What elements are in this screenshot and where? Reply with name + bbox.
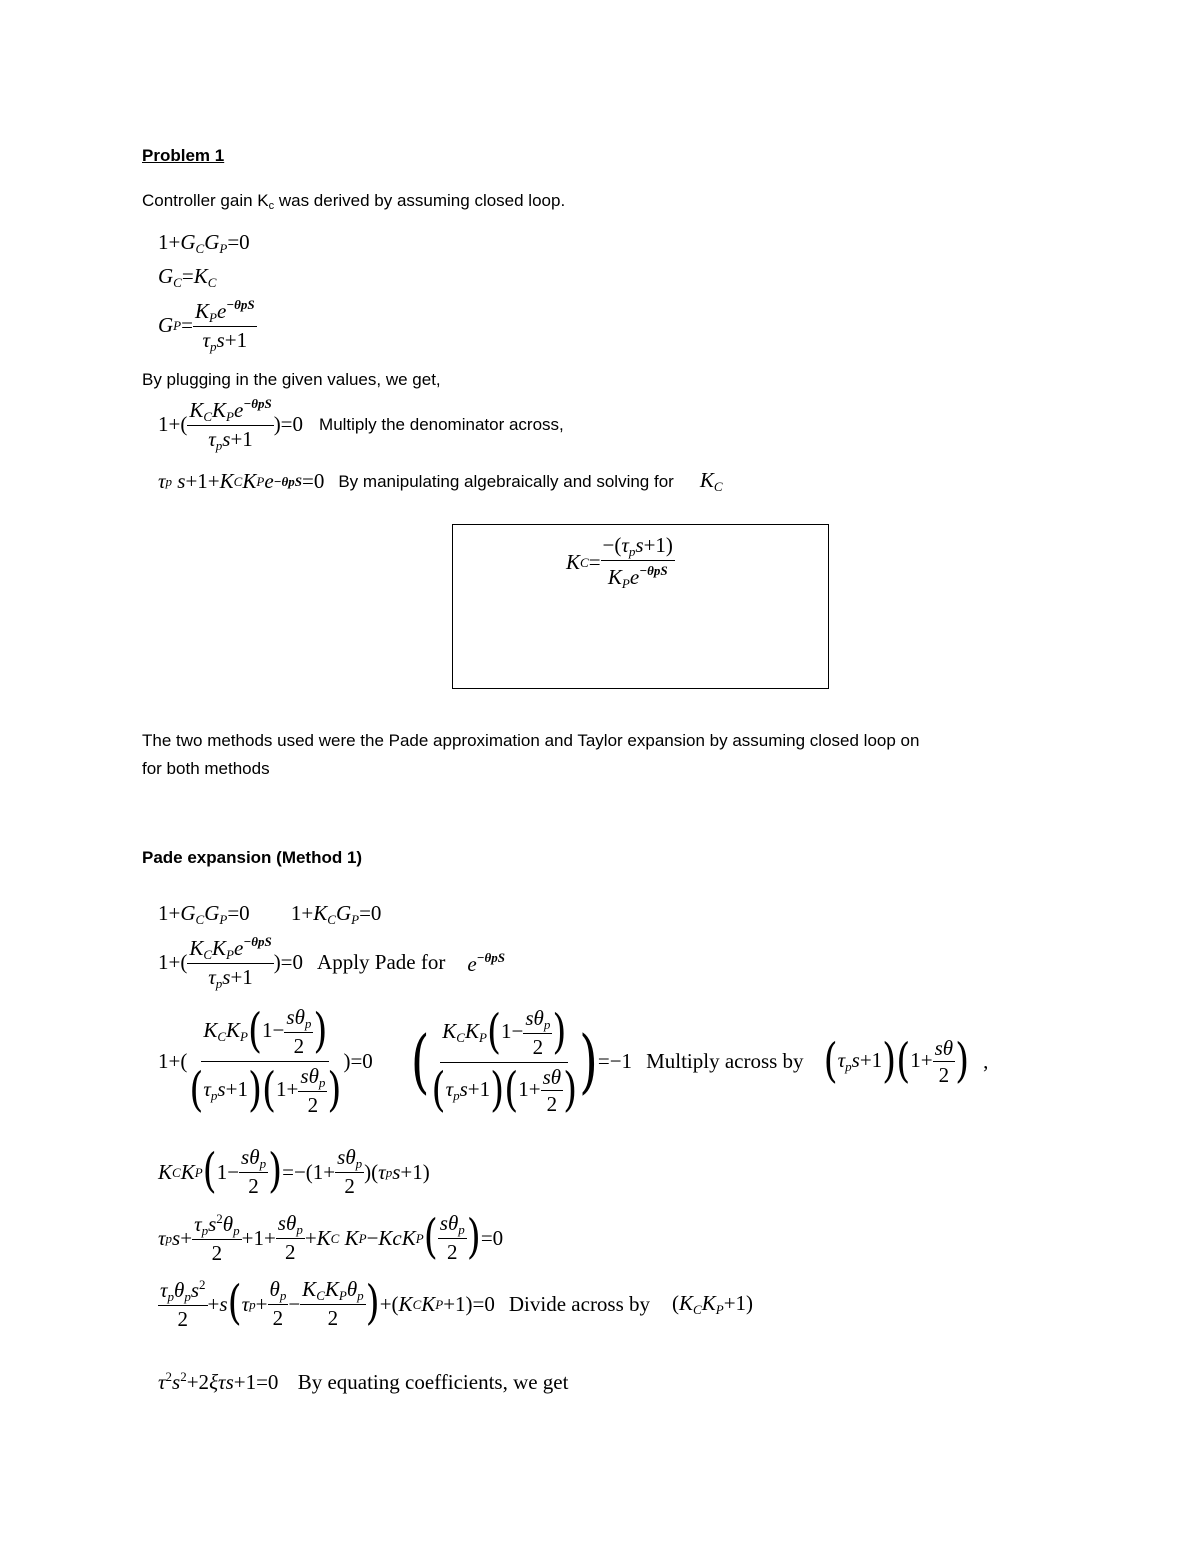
eq-manipulated: τ p s +1+ K C K P e −θpS =0 By manipulating algebraically and solving for $K_C$ bbox=[158, 468, 723, 494]
eq-gc: $G_C=K_C$ bbox=[158, 264, 217, 290]
equating-text: By equating coefficients, we get bbox=[297, 1370, 569, 1394]
divide-across-text: Divide across by bbox=[508, 1291, 651, 1316]
plugging-text: By plugging in the given values, we get, bbox=[142, 370, 441, 389]
apply-pade-text: Apply Pade for bbox=[317, 950, 446, 974]
eq-pade-distributed: τ p s + $\frac{\tau_ps^2\theta_p}{2}$ +1+ $\frac{s\theta_p}{2}$ + K C K P − KcK P ( $\frac{s\theta_p}{2}$ ) =0 bbox=[158, 1210, 504, 1265]
multiply-across-text: Multiply across by bbox=[646, 1049, 804, 1073]
eq-kc-result: K C = $\frac{-(\tau_ps+1)}{K_Pe^{-\theta pS}}$ bbox=[566, 533, 673, 591]
pade-title: Pade expansion (Method 1) bbox=[142, 848, 363, 867]
methods-text-line1: The two methods used were the Pade approximation and Taylor expansion by assuming closed loop on bbox=[142, 731, 920, 750]
methods-text-line2: for both methods bbox=[142, 759, 270, 778]
eq-pade-substituted: 1+( $K_CK_P(1-$ $\frac{s\theta_p}{2}$ ) $(\tau_ps+1)(1+$ $\frac{s\theta_p}{2}$ ) )=0 ( $K_CK_P(1-$ $\frac{s\theta_p}{2}$ ) $(\tau_ps+1)(1+$ $\frac{s\theta}{2}$ ) ) =−1 Multiply across by $(\tau_ps+1)(1+$ $\frac{s\theta}{2}$ ) , bbox=[158, 1004, 989, 1117]
intro-after: was derived by assuming closed loop. bbox=[274, 191, 566, 210]
trailing-comma: , bbox=[983, 1049, 989, 1073]
intro-text bbox=[142, 191, 565, 212]
eq-pade-closed-loop: $1+G_CG_P=0$ $1+K_CG_P=0$ bbox=[158, 901, 382, 927]
manipulate-text: By manipulating algebraically and solving for bbox=[338, 472, 674, 491]
eq-pade-apply: 1+( $\frac{K_CK_Pe^{-\theta pS}}{\tau_ps+1}$ )=0 Apply Pade for $e^{-\theta pS}$ bbox=[158, 934, 506, 991]
multiply-text: Multiply the denominator across, bbox=[319, 415, 564, 434]
eq-gp: G P = $\frac{K_Pe^{-\theta pS}}{\tau_ps+1}$ bbox=[158, 297, 255, 354]
eq-pade-grouped: $\frac{\tau_p\theta_ps^2}{2}$ + s ( τ p + $\frac{\theta_p}{2}$ − $\frac{K_CK_P\theta_p}{2}$ ) +( K C K P +1)=0 Divide across by $(K_CK_P+1)$ bbox=[160, 1276, 754, 1331]
eq-closed-loop: $1+G_CG_P=0$ bbox=[158, 230, 250, 256]
problem-title: Problem 1 bbox=[142, 146, 225, 165]
intro-before: Controller gain K bbox=[142, 191, 269, 210]
eq-standard-form: $\tau^2s^2+2\xi\tau s+1=0$ By equating coefficients, we get bbox=[158, 1369, 569, 1394]
eq-plugged: 1+( $\frac{K_CK_Pe^{-\theta pS}}{\tau_ps+1}$ )=0 Multiply the denominator across, bbox=[158, 396, 564, 453]
intro-sub: c bbox=[268, 200, 275, 212]
eq-pade-expanded: K C K P ( 1− $\frac{s\theta_p}{2}$ ) =−(1+ $\frac{s\theta_p}{2}$ )( τ p s +1) bbox=[158, 1144, 430, 1198]
